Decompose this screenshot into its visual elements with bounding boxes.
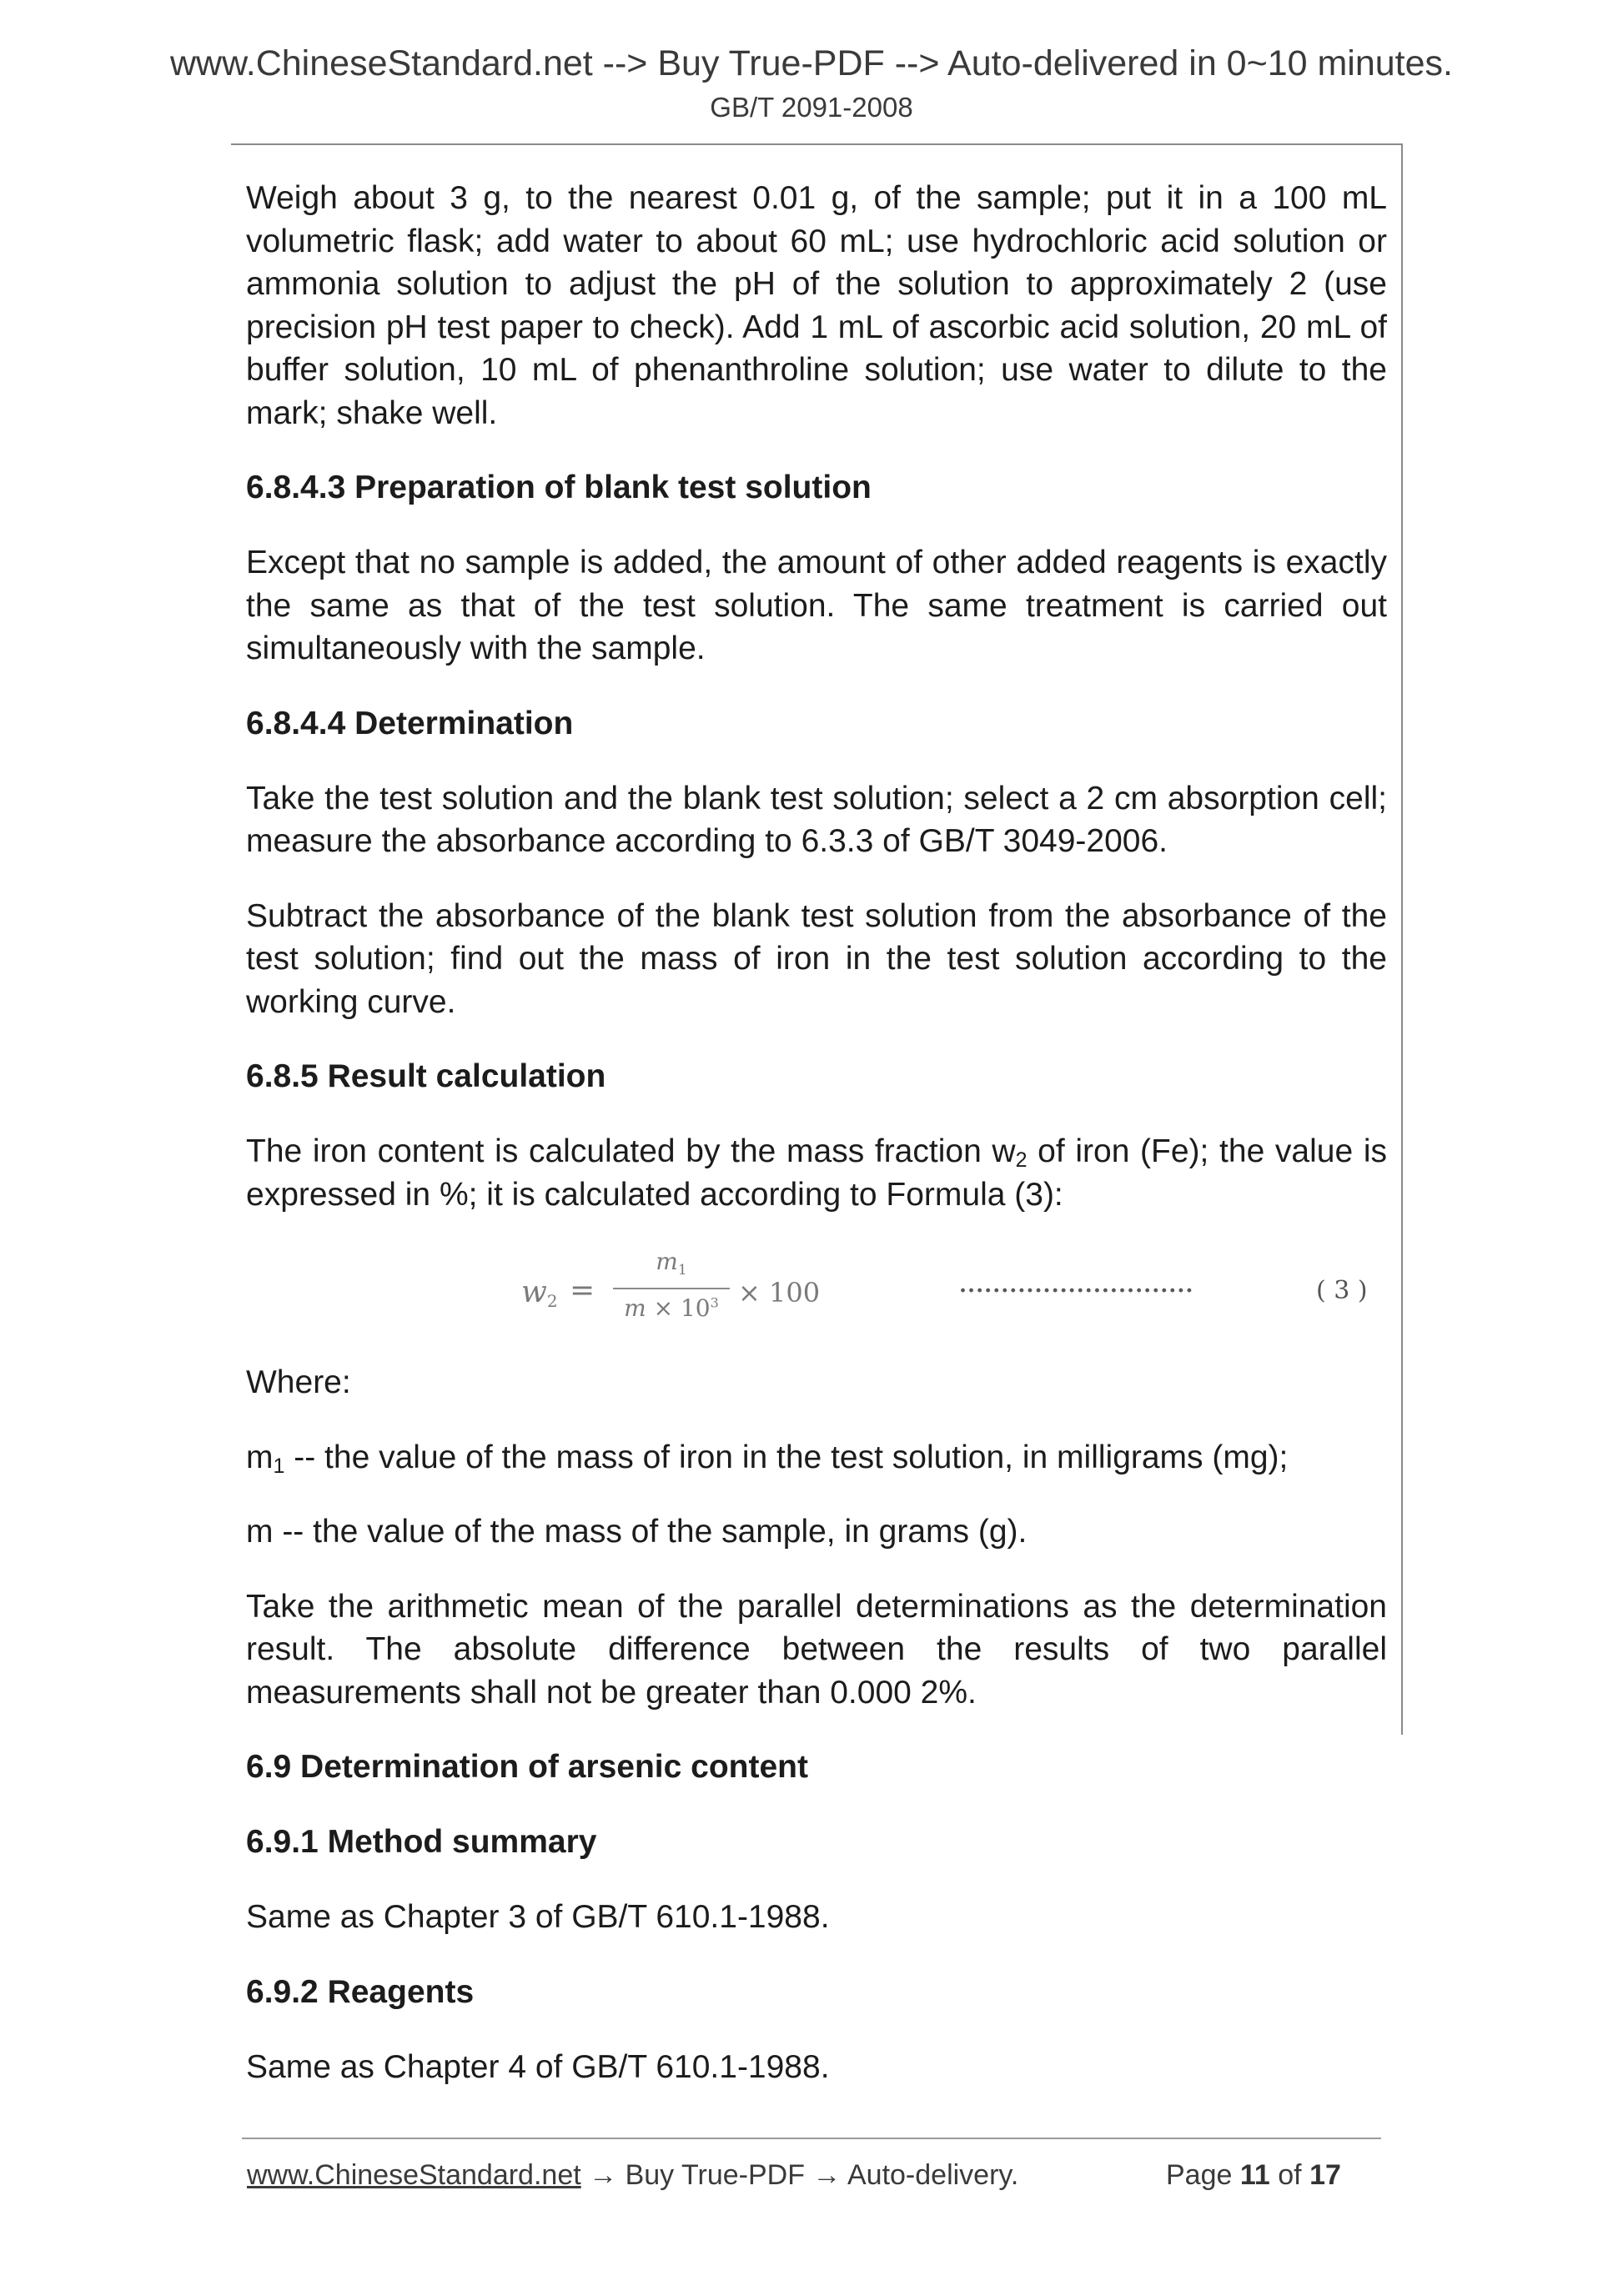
formula-denominator: [613, 1294, 730, 1322]
def-m1-var: m: [246, 1439, 274, 1475]
heading-6-8-5: 6.8.5 Result calculation: [246, 1058, 606, 1094]
header-divider: [231, 143, 1403, 145]
page-current: 11: [1239, 2159, 1270, 2191]
formula-equals: =: [570, 1274, 595, 1308]
page-of-word: of: [1269, 2159, 1310, 2191]
formula-num-var: m: [656, 1248, 678, 1275]
footer-site-link[interactable]: www.ChineseStandard.net: [247, 2159, 581, 2191]
formula-fraction-bar: [613, 1288, 730, 1289]
page-content: [246, 177, 1387, 2120]
formula-den-times: × 10: [646, 1294, 711, 1322]
paragraph-reagents: Same as Chapter 4 of GB/T 610.1-1988.: [246, 2048, 830, 2085]
footer-promo: [247, 2159, 1018, 2192]
def-m1-sub: 1: [273, 1454, 285, 1478]
heading-6-9: 6.9 Determination of arsenic content: [246, 1749, 808, 1785]
definition-m: m -- the value of the mass of the sample, in grams (g).: [246, 1514, 1028, 1550]
formula-num-sub: 1: [677, 1262, 687, 1279]
formula-multiplier: × 100: [738, 1277, 821, 1309]
paragraph-method-summary: Same as Chapter 3 of GB/T 610.1-1988.: [246, 1899, 830, 1935]
formula-lhs-var: w: [521, 1275, 547, 1309]
iron-content-subscript: 2: [1015, 1148, 1028, 1172]
heading-6-9-2: 6.9.2 Reagents: [246, 1973, 475, 2010]
footer-promo-text: → Buy True-PDF → Auto-delivery.: [580, 2159, 1019, 2191]
heading-6-8-4-3: 6.8.4.3 Preparation of blank test solution: [246, 470, 872, 505]
formula-number: ( 3 ): [1316, 1276, 1368, 1305]
heading-6-9-1: 6.9.1 Method summary: [246, 1824, 597, 1860]
heading-6-8-4-4: 6.8.4.4 Determination: [246, 705, 574, 741]
formula-den-var: m: [624, 1294, 646, 1322]
iron-content-text-b: of iron (Fe); the value is expressed in %; it is calculated according to Formula (3):: [246, 1133, 1387, 1213]
paragraph-arithmetic-mean: Take the arithmetic mean of the parallel determinations as the determination result. The absolute difference between the results of two parallel measurements shall not be greater than 0.000 2%.: [246, 1588, 1387, 1711]
formula-leader-dots: ····························: [959, 1279, 1194, 1304]
side-divider: [1401, 145, 1403, 1735]
definition-m1: [246, 1436, 1387, 1480]
paragraph-iron-content: [246, 1130, 1387, 1216]
paragraph-subtract: Subtract the absorbance of the blank test solution from the absorbance of the test solution; find out the mass of iron in the test solution according to the working curve.: [246, 897, 1387, 1020]
paragraph-determination: Take the test solution and the blank test solution; select a 2 cm absorption cell; measure the absorbance according to 6.3.3 of GB/T 3049-2006.: [246, 780, 1387, 859]
paragraph-test-solution: Weigh about 3 g, to the nearest 0.01 g, of the sample; put it in a 100 mL volumetric flask; add water to about 60 mL; use hydrochloric acid solution or ammonia solution to adjust the pH of the solution to approximately 2 (use precision pH test paper to check). Add 1 mL of ascorbic acid solution, 20 mL of buffer solution, 10 mL of phenanthroline solution; use water to dilute to the mark; shake well.: [246, 180, 1387, 431]
page-total: 17: [1309, 2159, 1341, 2191]
standard-number: GB/T 2091-2008: [710, 92, 913, 123]
iron-content-text-a: The iron content is calculated by the mass fraction w: [246, 1133, 1016, 1169]
footer-divider: [242, 2138, 1381, 2139]
def-m1-text: -- the value of the mass of iron in the test solution, in milligrams (mg);: [284, 1439, 1289, 1475]
where-label: Where:: [246, 1364, 351, 1400]
formula-numerator: [613, 1248, 730, 1279]
formula-lhs-sub: 2: [546, 1291, 558, 1311]
header-banner: www.ChineseStandard.net --> Buy True-PDF --> Auto-delivered in 0~10 minutes.: [169, 43, 1453, 83]
formula-3: [246, 1248, 1387, 1341]
formula-lhs: [521, 1275, 558, 1309]
formula-den-exp: 3: [710, 1294, 719, 1311]
paragraph-blank-solution: Except that no sample is added, the amount of other added reagents is exactly the same as that of the test solution. The same treatment is carried out simultaneously with the sample.: [246, 545, 1387, 666]
page-word: Page: [1166, 2159, 1240, 2191]
page-indicator: [1166, 2159, 1341, 2192]
